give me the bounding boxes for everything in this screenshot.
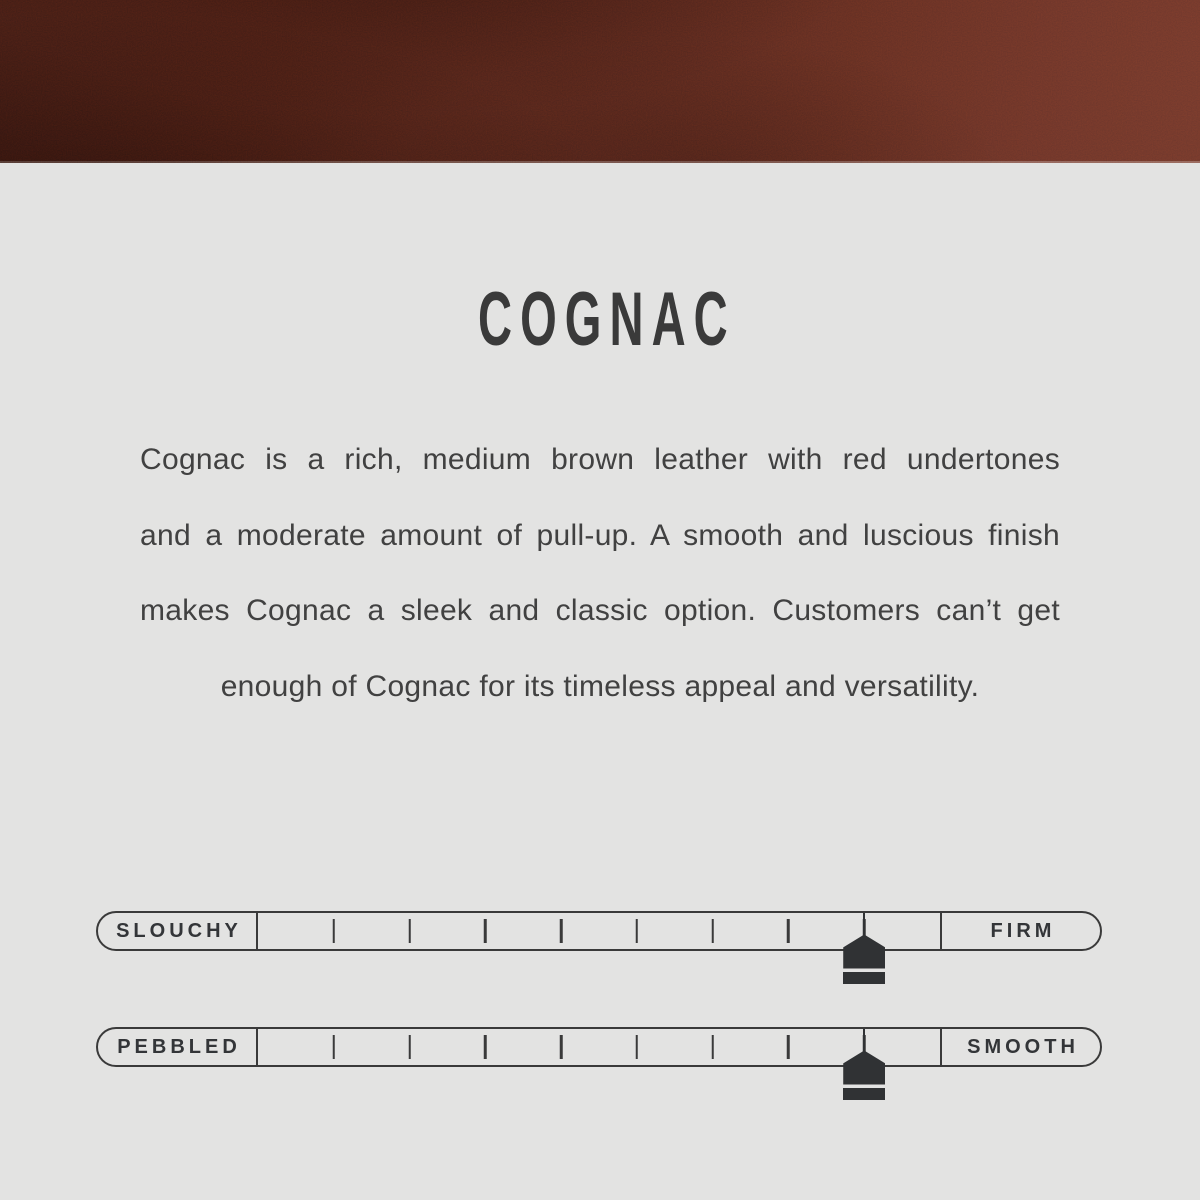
scale-track (258, 1029, 940, 1065)
description-line: and a moderate amount of pull-up. A smooth and luscious finish (140, 518, 1060, 552)
tick-mark (408, 919, 411, 943)
leather-grain-texture (0, 0, 1200, 163)
tick-mark (484, 919, 487, 943)
description-line: makes Cognac a sleek and classic option. Customers can’t get (140, 594, 1060, 627)
scale-right-cap (940, 913, 1100, 949)
pebbled-smooth-scale (96, 1027, 1102, 1067)
marker-stem (863, 913, 866, 935)
page-title-text: COGNAC (477, 277, 736, 362)
description-paragraph (140, 422, 1060, 724)
scale-track (258, 913, 940, 949)
scale-left-cap (98, 913, 258, 949)
description-line: Cognac is a rich, medium brown leather with red undertones (140, 443, 1060, 476)
scale-left-label: PEBBLED (117, 1035, 241, 1058)
tick-mark (636, 1035, 639, 1059)
tick-mark (484, 1035, 487, 1059)
marker-base (843, 1088, 885, 1100)
scale-right-label: SMOOTH (967, 1035, 1079, 1058)
tick-mark (787, 1035, 790, 1059)
scale-value-marker (843, 1029, 885, 1100)
tick-mark (787, 919, 790, 943)
marker-base (843, 972, 885, 984)
tick-mark (408, 1035, 411, 1059)
tick-mark (711, 919, 714, 943)
tick-mark (560, 919, 563, 943)
tick-mark (636, 919, 639, 943)
slouchy-firm-scale (96, 911, 1102, 951)
scale-right-label: FIRM (990, 919, 1056, 942)
page-title (0, 277, 1200, 362)
leather-swatch-image (0, 0, 1200, 163)
scale-value-marker (843, 913, 885, 984)
scale-right-cap (940, 1029, 1100, 1065)
tick-mark (560, 1035, 563, 1059)
marker-stem (863, 1029, 866, 1051)
description-line: enough of Cognac for its timeless appeal and versatility. (220, 669, 980, 703)
tick-mark (333, 1035, 336, 1059)
scale-left-cap (98, 1029, 258, 1065)
scale-left-label: SLOUCHY (116, 919, 242, 942)
marker-head-icon (843, 1051, 885, 1085)
tick-mark (711, 1035, 714, 1059)
marker-head-icon (843, 935, 885, 969)
tick-mark (333, 919, 336, 943)
